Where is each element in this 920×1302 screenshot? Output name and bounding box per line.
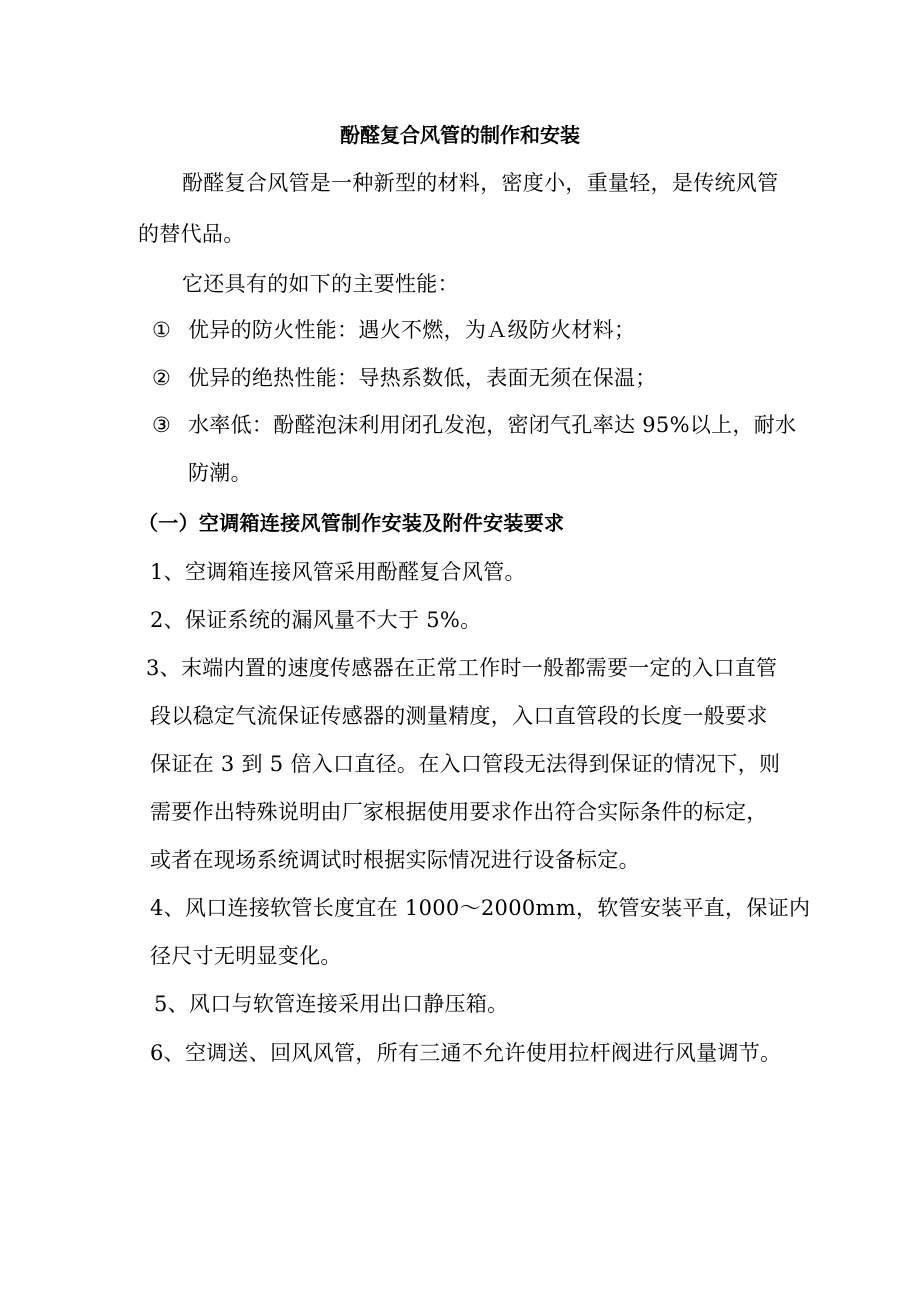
feature-1-marker: ① [152,318,171,342]
section-heading: （一）空调箱连接风管制作安装及附件安装要求 [138,511,565,535]
document-title: 酚醛复合风管的制作和安装 [340,123,580,147]
feature-2-marker: ② [152,366,171,390]
item-2: 2、保证系统的漏风量不大于 5%。 [150,608,482,632]
intro-line-2: 的替代品。 [138,222,245,246]
feature-3-marker: ③ [152,413,171,437]
item-3-line-3: 保证在 3 到 5 倍入口直径。在入口管段无法得到保证的情况下，则 [150,752,781,776]
item-4-line-2: 径尺寸无明显变化。 [150,944,342,968]
item-3-line-2: 段以稳定气流保证传感器的测量精度，入口直管段的长度一般要求 [150,704,768,728]
item-5: 5、风口与软管连接采用出口静压箱。 [154,992,509,1016]
item-1: 1、空调箱连接风管采用酚醛复合风管。 [150,560,526,584]
intro-line-3: 它还具有的如下的主要性能： [182,272,459,296]
item-6: 6、空调送、回风风管，所有三通不允许使用拉杆阀进行风量调节。 [150,1041,782,1065]
feature-2-text: 优异的绝热性能：导热系数低，表面无须在保温； [188,366,657,390]
item-3-line-5: 或者在现场系统调试时根据实际情况进行设备标定。 [150,848,640,872]
item-3-line-1: 3、末端内置的速度传感器在正常工作时一般都需要一定的入口直管 [146,656,778,680]
item-3-line-4: 需要作出特殊说明由厂家根据使用要求作出符合实际条件的标定， [150,800,768,824]
feature-3-text: 水率低：酚醛泡沫利用闭孔发泡，密闭气孔率达 95%以上，耐水 [188,413,797,437]
intro-line-1: 酚醛复合风管是一种新型的材料，密度小，重量轻，是传统风管 [182,171,779,195]
feature-1-text: 优异的防火性能：遇火不燃，为Ａ级防火材料； [188,318,636,342]
item-4-line-1: 4、风口连接软管长度宜在 1000～2000mm，软管安装平直，保证内 [150,896,811,920]
feature-3-continuation: 防潮。 [188,461,252,485]
